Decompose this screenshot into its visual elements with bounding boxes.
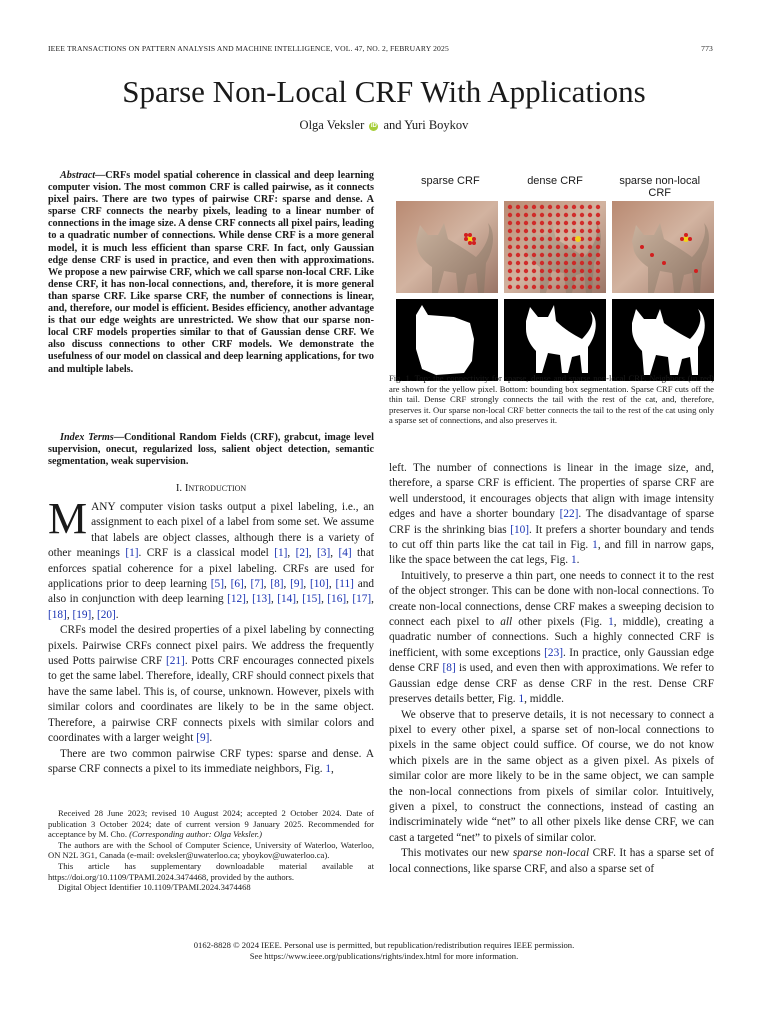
dense-neighbor-dot <box>524 253 528 257</box>
page-number: 773 <box>701 44 713 53</box>
dense-neighbor-dot <box>548 277 552 281</box>
dense-neighbor-dot <box>508 261 512 265</box>
dense-neighbor-dot <box>580 269 584 273</box>
citation-link[interactable]: [9] <box>196 732 210 745</box>
dense-neighbor-dot <box>524 261 528 265</box>
dense-neighbor-dot <box>524 205 528 209</box>
citation-link[interactable]: [18] <box>48 608 67 621</box>
dense-neighbor-dot <box>580 245 584 249</box>
abstract <box>48 170 374 376</box>
dense-neighbor-dot <box>588 253 592 257</box>
footnote-received: Received 28 June 2023; revised 10 August 2024; accepted 2 October 2024. Date of publication 3 October 2024; date of current version 9 January 2025. Recommended for acceptance by M. Cho. (Corresponding author: Olga Veksler.) <box>48 808 374 840</box>
index-terms-text: —Conditional Random Fields (CRF), grabcut, image level supervision, onecut, regularized loss, salient object detection, semantic segmentation, weak supervision. <box>48 432 374 468</box>
dense-neighbor-dot <box>572 205 576 209</box>
index-terms-label: Index Terms <box>60 432 114 443</box>
dense-neighbor-dot <box>508 229 512 233</box>
drop-cap: M <box>48 494 88 543</box>
dense-neighbor-dot <box>532 269 536 273</box>
citation-link[interactable]: [10] <box>310 578 329 591</box>
figure-label-dense: dense CRF <box>527 175 583 187</box>
dense-neighbor-dot <box>556 277 560 281</box>
dense-neighbor-dot <box>588 269 592 273</box>
dense-neighbor-dot <box>548 285 552 289</box>
author-1: Olga Veksler <box>299 118 365 132</box>
citation-link[interactable]: [8] <box>442 662 456 675</box>
dense-neighbor-dot <box>540 229 544 233</box>
dense-neighbor-dot <box>588 277 592 281</box>
dense-neighbor-dot <box>580 253 584 257</box>
dense-neighbor-dot <box>588 261 592 265</box>
figure-link[interactable]: 1 <box>325 762 332 775</box>
dense-neighbor-dot <box>548 221 552 225</box>
dense-neighbor-dot <box>588 221 592 225</box>
dense-neighbor-dot <box>532 237 536 241</box>
intro-paragraph-3: There are two common pairwise CRF types: sparse and dense. A sparse CRF connects a pixel to its immediate neighbors, Fig. 1, <box>48 747 374 775</box>
citation-link[interactable]: [11] <box>335 578 354 591</box>
citation-link[interactable]: [13] <box>252 593 271 606</box>
paper-title: Sparse Non-Local CRF With Applications <box>122 74 646 109</box>
figure-labels <box>396 175 714 199</box>
footnote-supplementary: This article has supplementary downloadable material available at https://doi.org/10.1109/TPAMI.2024.3474468, provided by the authors. <box>48 860 374 882</box>
footnote-affiliation: The authors are with the School of Computer Science, University of Waterloo, Waterloo, ON N2L 3G1, Canada (e-mail: oveksler@uwaterloo.ca; yboykov@uwaterloo.ca). <box>48 839 374 861</box>
dense-neighbor-dot <box>572 285 576 289</box>
citation-link[interactable]: [15] <box>302 593 322 606</box>
citation-link[interactable]: [16] <box>327 593 347 606</box>
dense-neighbor-dot <box>516 229 520 233</box>
dense-neighbor-dot <box>564 237 568 241</box>
copyright-notice <box>0 940 768 962</box>
dense-neighbor-dot <box>540 277 544 281</box>
right-paragraph-1: left. The number of connections is linear in the image size, and, therefore, a sparse CRF is efficient. The properties of sparse CRF are well understood, it encourages objects that align with image intensity edges and have a shorter boundary [22]. The disadvantage of sparse CRF is the shrinking bias [10]. It prefers a shorter boundary and tends to cut off thin parts like the cat tail in Fig. 1, and fill in narrow gaps, like the space between the cat legs, Fig. 1. <box>389 462 715 567</box>
dense-neighbor-dot <box>572 253 576 257</box>
dense-neighbor-dot <box>532 205 536 209</box>
intro-paragraph-2: CRFs model the desired properties of a pixel labeling by connecting pixels. Pairwise CRFs connect pixel pairs. We address the frequently used Potts pairwise CRF [21]. Potts CRF encourages connected pixels to get the same label. Therefore, ideally, CRF should connect pixels that have the same label. This is, of course, unknown. However, pixels with similar colors and coordinates are likely to be in the same object. Therefore, a pairwise CRF connects pixels with similar colors and coordinates with a larger weight [9]. <box>48 624 374 745</box>
dense-neighbor-dot <box>516 205 520 209</box>
dense-neighbor-dot <box>508 221 512 225</box>
dense-neighbor-dot <box>548 237 552 241</box>
dense-neighbor-dot <box>516 277 520 281</box>
dense-neighbor-dot <box>580 277 584 281</box>
dense-neighbor-dot <box>548 229 552 233</box>
panel-nonlocal-photo <box>612 201 714 293</box>
abstract-text: —CRFs model spatial coherence in classical and deep learning computer vision. The most common CRF is called pairwise, as it connects pixel pairs. There are two types of pairwise CRF: sparse and dense. A sparse CRF connects the nearby pixels, leading to a linear number of connections in the image size. A dense CRF connects all pixel pairs, leading to a quadratic number of connections. While dense CRF is a more general model, it is much less efficient than sparse CRF. In fact, only Gaussian edge dense CRF is used in practice, and even then with approximations. We propose a new pairwise CRF, which we call sparse non-local CRF. Like dense CRF, it has non-local connections, and, therefore, it is more general than sparse CRF. Like sparse CRF, the number of connections is linear, and, therefore, our model is efficient. Besides efficiency, another advantage is that our edge weights are unrestricted. We show that our sparse non-local CRF models properties similar to that of Gaussian dense CRF. We also discuss connections to other CRF models. We demonstrate the usefulness of our model on classical and deep learning applications, for two and multiple labels. <box>48 170 374 375</box>
dense-neighbor-dot <box>540 261 544 265</box>
dense-neighbor-dot <box>564 229 568 233</box>
dense-neighbor-dot <box>596 253 600 257</box>
dense-neighbor-dot <box>508 245 512 249</box>
dense-neighbor-dot <box>516 221 520 225</box>
dense-neighbor-dot <box>556 237 560 241</box>
dense-neighbor-dot <box>540 285 544 289</box>
dense-neighbor-dot <box>524 213 528 217</box>
dense-neighbor-dot <box>588 229 592 233</box>
dense-neighbor-dot <box>524 229 528 233</box>
journal-name: IEEE TRANSACTIONS ON PATTERN ANALYSIS AND MACHINE INTELLIGENCE, VOL. 47, NO. 2, FEBRUARY 2025 <box>48 44 449 53</box>
citation-link[interactable]: [1] <box>274 547 288 560</box>
dense-neighbor-dot <box>548 213 552 217</box>
dense-neighbor-dot <box>516 245 520 249</box>
dense-neighbor-dot <box>564 285 568 289</box>
intro-left <box>48 494 375 777</box>
citation-link[interactable]: [9] <box>290 578 304 591</box>
figure-link[interactable]: 1 <box>570 554 577 567</box>
dense-neighbor-dot <box>524 277 528 281</box>
dense-neighbor-dot <box>596 237 600 241</box>
figure-link[interactable]: 1 <box>518 693 525 706</box>
citation-link[interactable]: [12] <box>227 593 246 606</box>
citation-link[interactable]: [23] <box>544 646 563 659</box>
dense-neighbor-dot <box>524 285 528 289</box>
citation-link[interactable]: [19] <box>72 608 92 621</box>
citation-link[interactable]: [17] <box>352 593 372 606</box>
dense-neighbor-dot <box>516 261 520 265</box>
dense-neighbor-dot <box>580 229 584 233</box>
panel-dense-photo <box>504 201 606 293</box>
dense-neighbor-dot <box>564 253 568 257</box>
citation-link[interactable]: [4] <box>338 547 352 560</box>
dense-neighbor-dot <box>564 269 568 273</box>
dense-neighbor-dot <box>564 245 568 249</box>
dense-neighbor-dot <box>556 245 560 249</box>
dense-neighbor-dot <box>508 213 512 217</box>
dense-neighbor-dot <box>540 205 544 209</box>
dense-neighbor-dot <box>564 221 568 225</box>
dense-neighbor-dot <box>572 229 576 233</box>
right-paragraph-2: Intuitively, to preserve a thin part, one needs to connect it to the rest of the object stronger. This can be done with non-local connections. To create non-local connections, dense CRF makes a sweeping decision to connect each pixel to all other pixels (Fig. 1, middle), creating a quadratic number of connections. Such a highly connected CRF is inefficient, with some exceptions [23]. In practice, only Gaussian edge dense CRF [8] is used, and even then with approximations. We refer to Gaussian edge dense CRF as dense CRF in the rest. Dense CRF preserves details better, Fig. 1, middle. <box>389 569 715 706</box>
abstract-label: Abstract <box>60 170 96 181</box>
panel-nonlocal-mask <box>612 299 714 381</box>
dense-neighbor-dot <box>588 213 592 217</box>
dense-neighbor-dot <box>572 245 576 249</box>
dense-neighbor-dot <box>508 205 512 209</box>
citation-link[interactable]: [10] <box>510 523 530 536</box>
dense-neighbor-dot <box>564 213 568 217</box>
dense-neighbor-dot <box>548 253 552 257</box>
dense-neighbor-dot <box>588 245 592 249</box>
dense-neighbor-dot <box>540 245 544 249</box>
citation-link[interactable]: [21] <box>165 655 185 668</box>
dense-neighbor-dot <box>572 261 576 265</box>
citation-link[interactable]: [8] <box>270 578 284 591</box>
dense-neighbor-dot <box>596 261 600 265</box>
dense-neighbor-dot <box>524 269 528 273</box>
section-title: Introduction <box>184 482 247 494</box>
dense-neighbor-dot <box>532 253 536 257</box>
dense-neighbor-dot <box>596 245 600 249</box>
dense-neighbor-dot <box>564 277 568 281</box>
author-2: and Yuri Boykov <box>383 118 469 132</box>
index-terms <box>48 432 374 468</box>
intro-paragraph-1: MANY computer vision tasks output a pixel labeling, i.e., an assignment to each pixel of a label from some set. We assume that labels are object classes, although there is a variety of other meanings [1]. CRF is a classical model [1], [2], [3], [4] that enforces spatial coherence for a pixel labeling. CRFs are used for applications prior to deep learning [5], [6], [7], [8], [9], [10], [11] and also in conjunction with deep learning [12], [13], [14], [15], [16], [17], [18], [19], [20]. <box>48 494 375 621</box>
dense-neighbor-dot <box>540 221 544 225</box>
dense-neighbor-dot <box>556 229 560 233</box>
dense-neighbor-dot <box>532 221 536 225</box>
dense-neighbor-dot <box>516 285 520 289</box>
figure-link[interactable]: 1 <box>608 616 614 629</box>
section-number: I. <box>175 482 183 494</box>
dense-neighbor-dot <box>516 269 520 273</box>
dense-neighbor-dot <box>580 213 584 217</box>
dense-neighbor-dot <box>596 229 600 233</box>
right-paragraph-3: We observe that to preserve details, it is not necessary to connect a pixel to every other pixel, a sparse set of non-local connections to pixels in the same object could suffice. Of course, we do not know which pixels are in the same object as a given pixel. As pixels of similar color are more likely to be in the same object, we can sample the non-local connections from pixels of similar color. Intuitively, given a pixel, to construct the connections, instead of casting an indiscriminately wide “net” to all other pixels like dense CRF, we can cast a targeted “net” to pixels of similar color. <box>389 708 714 844</box>
dense-neighbor-dot <box>572 277 576 281</box>
dense-neighbor-dot <box>572 221 576 225</box>
dense-neighbor-dot <box>548 261 552 265</box>
running-header <box>48 44 713 53</box>
dense-neighbor-dot <box>556 253 560 257</box>
dense-neighbor-dot <box>572 269 576 273</box>
dense-neighbor-dot <box>556 285 560 289</box>
dense-neighbor-dot <box>548 245 552 249</box>
dense-neighbor-dot <box>524 237 528 241</box>
dense-neighbor-dot <box>556 213 560 217</box>
section-heading <box>48 482 374 494</box>
dense-neighbor-dot <box>508 285 512 289</box>
citation-link[interactable]: [1] <box>125 547 139 560</box>
dense-neighbor-dot <box>548 205 552 209</box>
footnote-doi: Digital Object Identifier 10.1109/TPAMI.2024.3474468 <box>58 882 251 893</box>
dense-neighbor-dot <box>540 269 544 273</box>
dense-neighbor-dot <box>572 213 576 217</box>
footnotes <box>48 808 374 893</box>
dense-neighbor-dot <box>588 285 592 289</box>
dense-neighbor-dot <box>532 261 536 265</box>
dense-neighbor-dot <box>564 205 568 209</box>
dense-neighbor-dot <box>524 221 528 225</box>
dense-neighbor-dot <box>508 237 512 241</box>
figure-link[interactable]: 1 <box>592 539 598 552</box>
dense-neighbor-dot <box>516 213 520 217</box>
dense-neighbor-dot <box>588 237 592 241</box>
citation-link[interactable]: [3] <box>317 547 331 560</box>
figure-label-sparse: sparse CRF <box>420 175 480 187</box>
citation-link[interactable]: [6] <box>230 578 244 591</box>
dense-neighbor-dot <box>596 213 600 217</box>
copyright-line-2: See https://www.ieee.org/publications/rights/index.html for more information. <box>249 951 519 961</box>
dense-neighbor-dot <box>596 277 600 281</box>
dense-neighbor-dot <box>596 205 600 209</box>
dense-neighbor-dot <box>556 269 560 273</box>
orcid-icon[interactable]: iD <box>370 123 377 129</box>
citation-link[interactable]: [2] <box>295 547 309 560</box>
figure-caption: Fig. 1. Top: the connectivity for sparse, dense and sparse non-local CRF. Neighbors (in red) are shown for the yellow pixel. Bottom: bounding box segmentation. Sparse CRF cuts off the thin tail. Dense CRF strongly connects the tail with the rest of the cat, and, therefore, preserves it. Our sparse non-local CRF better connects the tail to the rest of the cat using only a sparse set of connections, and also preserves it. <box>389 373 714 426</box>
dense-neighbor-dot <box>580 221 584 225</box>
dense-neighbor-dot <box>508 277 512 281</box>
dense-neighbor-dot <box>556 261 560 265</box>
dense-neighbor-dot <box>532 285 536 289</box>
figure-label-nonlocal: sparse non-local CRF <box>619 175 701 199</box>
dense-neighbor-dot <box>596 285 600 289</box>
dense-neighbor-dot <box>532 277 536 281</box>
right-paragraph-4: This motivates our new sparse non-local CRF. It has a sparse set of local connections, like sparse CRF, and also a sparse set of <box>389 847 714 875</box>
dense-neighbor-dot <box>516 237 520 241</box>
dense-neighbor-dot <box>596 269 600 273</box>
dense-neighbor-dot <box>548 269 552 273</box>
dense-neighbor-dot <box>524 245 528 249</box>
panel-sparse-photo <box>396 201 498 293</box>
dense-neighbor-dot <box>532 229 536 233</box>
dense-neighbor-dot <box>532 245 536 249</box>
dense-neighbor-dot <box>580 261 584 265</box>
panel-sparse-mask <box>396 299 498 381</box>
dense-neighbor-dot <box>580 285 584 289</box>
dense-neighbor-dot <box>540 237 544 241</box>
dense-neighbor-dot <box>540 253 544 257</box>
citation-link[interactable]: [22] <box>559 508 579 521</box>
dense-neighbor-dot <box>532 213 536 217</box>
citation-link[interactable]: [7] <box>250 578 264 591</box>
dense-neighbor-dot <box>556 205 560 209</box>
intro-right <box>389 461 714 877</box>
citation-link[interactable]: [14] <box>277 593 297 606</box>
copyright-line-1: 0162-8828 © 2024 IEEE. Personal use is permitted, but republication/redistribution requires IEEE permission. <box>193 940 575 950</box>
figure-panels <box>396 201 714 381</box>
citation-link[interactable]: [20] <box>96 608 116 621</box>
dense-neighbor-dot <box>516 253 520 257</box>
dense-neighbor-dot <box>588 205 592 209</box>
dense-neighbor-dot <box>556 221 560 225</box>
dense-neighbor-dot <box>596 221 600 225</box>
dense-neighbor-dot <box>564 261 568 265</box>
figure-1 <box>396 175 714 386</box>
author-line <box>0 118 768 133</box>
citation-link[interactable]: [5] <box>210 578 224 591</box>
dense-neighbor-dot <box>540 213 544 217</box>
dense-neighbor-dot <box>508 269 512 273</box>
panel-dense-mask <box>504 299 606 381</box>
dense-neighbor-dot <box>580 205 584 209</box>
dense-neighbor-dot <box>508 253 512 257</box>
